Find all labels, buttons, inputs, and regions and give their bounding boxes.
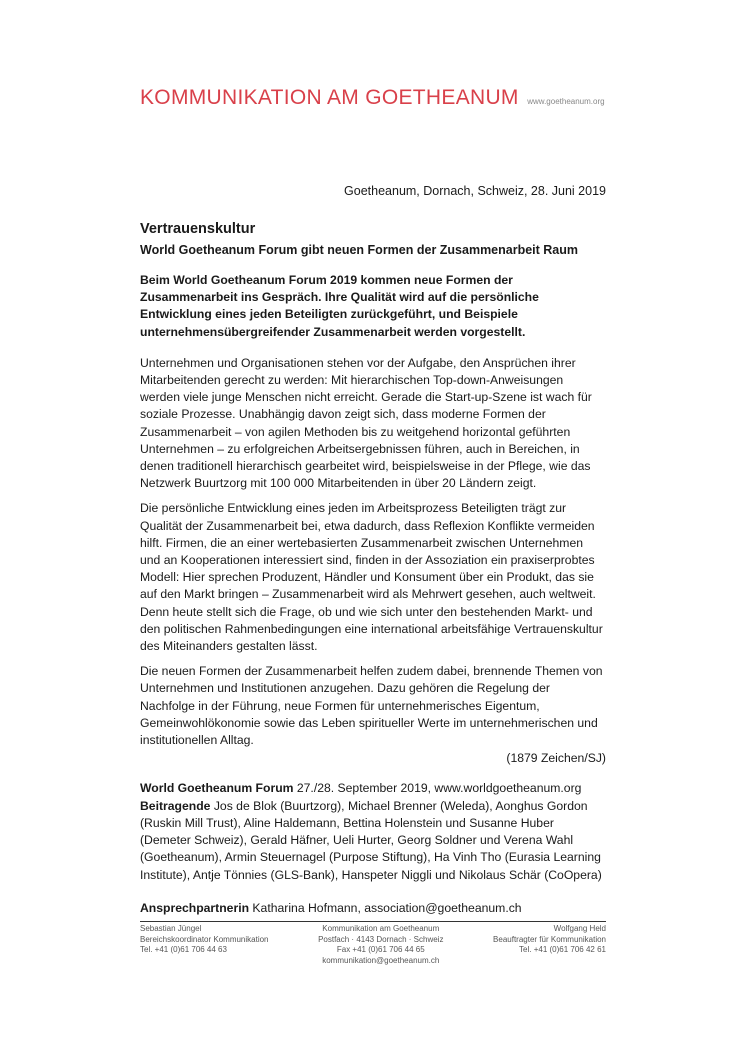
footer xyxy=(140,924,606,966)
event-info xyxy=(140,780,606,883)
contact-label: Ansprechpartnerin xyxy=(140,900,250,915)
contact-details: Katharina Hofmann, association@goetheanum.ch xyxy=(249,900,522,915)
footer-right-phone: Tel. +41 (0)61 706 42 61 xyxy=(519,945,606,954)
footer-center-postal: Postfach · 4143 Dornach · Schweiz xyxy=(318,934,444,944)
footer-center-address xyxy=(318,924,443,966)
article-subtitle: World Goetheanum Forum gibt neuen Formen der Zusammenarbeit Raum xyxy=(140,243,579,257)
masthead xyxy=(140,86,610,110)
article-title: Vertrauenskultur xyxy=(140,221,256,237)
contact-line xyxy=(140,900,606,922)
footer-right-name: Wolfgang Held xyxy=(553,924,606,933)
footer-center-email[interactable]: kommunikation@goetheanum.ch xyxy=(322,955,440,965)
footer-left-phone: Tel. +41 (0)61 706 44 63 xyxy=(140,945,227,954)
footer-left-role: Bereichskoordinator Kommunikation xyxy=(140,934,269,944)
lead-paragraph: Beim World Goetheanum Forum 2019 kommen neue Formen der Zusammenarbeit ins Gespräch. Ihre Qualität wird auf die persönliche Entwicklung eines jeden Beteiligten zurückgeführt, und Beispiele unternehmensübergreifender Zusammenarbeit werden vorgestellt. xyxy=(140,273,539,339)
footer-right-contact xyxy=(493,924,606,966)
speakers-list: Jos de Blok (Buurtzorg), Michael Brenner (Weleda), Aonghus Gordon (Ruskin Mill Trust), Aline Haldemann, Bettina Holenstein und Susanne Huber (Demeter Schweiz), Gerald Häfner, Ueli Hurter, Georg Soldner und Verena Wahl (Goetheanum), Armin Steuernagel (Purpose Stiftung), Ha Vinh Tho (Eurasia Learning Institute), Antje Tönnies (GLS-Bank), Hanspeter Niggli und Nikolaus Schär (CoOpera) xyxy=(140,798,602,882)
article-body xyxy=(140,220,606,922)
body-paragraph-3: Die neuen Formen der Zusammenarbeit helfen zudem dabei, brennende Themen von Unternehmen und Institutionen anzugehen. Dazu gehören die Regelung der Nachfolge in der Führung, neue Formen für unternehmerisches Eigentum, Gemeinwohlökonomie sowie das Leben spiritueller Werte im unternehmerischen und institutionellen Alltag. xyxy=(140,664,603,748)
footer-center-org: Kommunikation am Goetheanum xyxy=(322,924,440,933)
character-count-signature: (1879 Zeichen/SJ) xyxy=(506,751,606,766)
body-paragraph-1: Unternehmen und Organisationen stehen vor der Aufgabe, den Ansprüchen ihrer Mitarbeitenden gerecht zu werden: Mit hierarchischen Top-down-Anweisungen werden viele junge Menschen nicht erreicht. Gerade die Start-up-Szene ist wach für soziale Prozesse. Unabhängig davon zeigt sich, dass moderne Formen der Zusammenarbeit – von agilen Methoden bis zu weitgehend horizontal geführten Unternehmen – zu erfolgreichen Arbeitsergebnissen führen, auch in Bereichen, in denen traditionell hierarchisch gearbeitet wird, beispielsweise in der Pflege, wie das Netzwerk Buurtzorg mit 100 000 Mitarbeitenden in über 20 Ländern zeigt. xyxy=(140,355,592,491)
event-details: 27./28. September 2019, www.worldgoetheanum.org xyxy=(293,781,582,796)
website-link[interactable]: www.goetheanum.org xyxy=(527,97,605,106)
body-paragraph-2: Die persönliche Entwicklung eines jeden im Arbeitsprozess Beteiligten trägt zur Qualität der Zusammenarbeit bei, etwa dadurch, dass Reflexion Konflikte vermeiden hilft. Firmen, die an einer wertebasierten Zusammenarbeit zwischen Unternehmen und an Kooperationen interessiert sind, finden in der Assoziation ein praxiserprobtes Modell: Hier sprechen Produzent, Händler und Konsument über ein Produkt, das sie auf den Markt bringen – Zusammenarbeit wird als Mehrwert gesehen, auch weltweit. Denn heute stellt sich die Frage, ob und wie sich unter den bestehenden Markt- und den politischen Rahmenbedingungen eine international arbeitsfähige Vertrauenskultur des Miteinanders gestalten lässt. xyxy=(140,501,603,654)
footer-left-name: Sebastian Jüngel xyxy=(140,924,202,933)
footer-left-contact xyxy=(140,924,269,966)
brand-title: KOMMUNIKATION AM GOETHEANUM xyxy=(140,86,519,109)
event-name-label: World Goetheanum Forum xyxy=(140,781,294,796)
speakers-label: Beitragende xyxy=(140,798,211,813)
footer-right-role: Beauftragter für Kommunikation xyxy=(493,934,606,944)
dateline: Goetheanum, Dornach, Schweiz, 28. Juni 2019 xyxy=(344,184,606,198)
footer-center-fax: Fax +41 (0)61 706 44 65 xyxy=(336,945,425,954)
